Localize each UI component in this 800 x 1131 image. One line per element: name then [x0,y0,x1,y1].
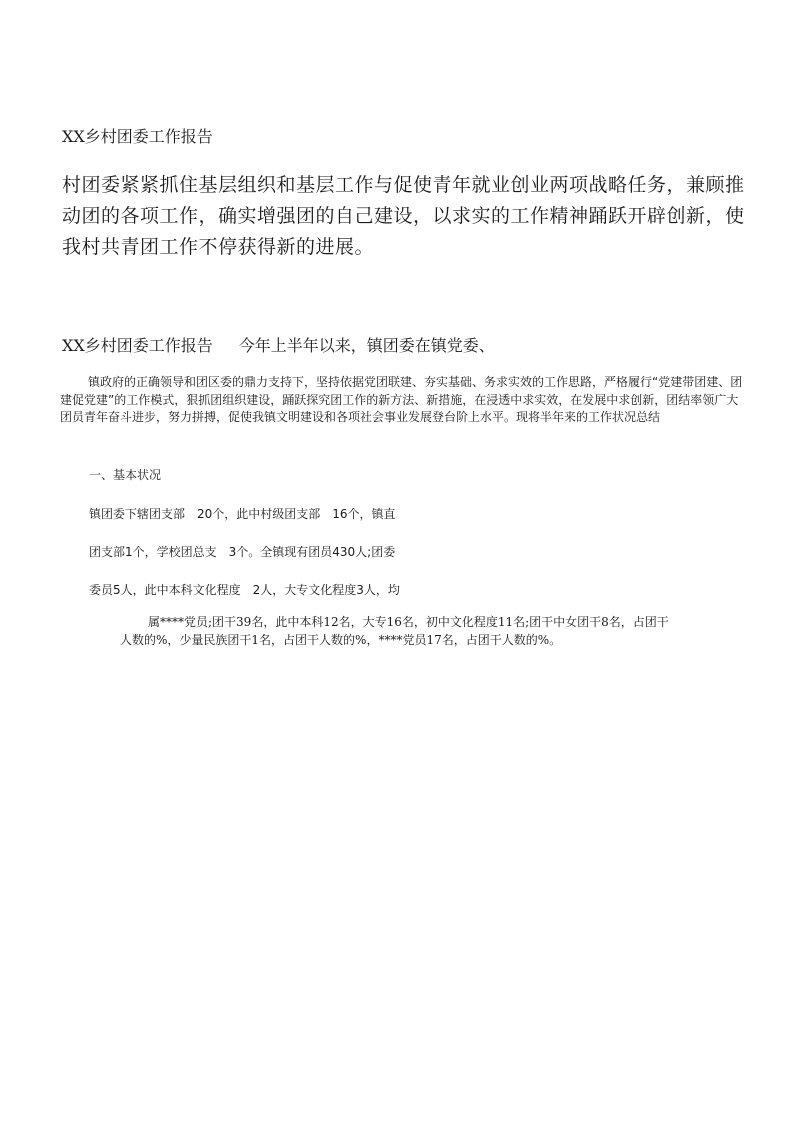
report-title: XX乡村团委工作报告 [62,127,213,146]
intro-paragraph: 村团委紧紧抓住基层组织和基层工作与促使青年就业创业两项战略任务，兼顾推动团的各项工作，确实增强团的自己建设，以求实的工作精神踊跃开辟创新，使我村共青团工作不停获得新的进展。 [62,174,745,258]
opening-paragraph: 镇政府的正确领导和团区委的鼎力支持下，坚持依据党团联建、夯实基础、务求实效的工作思路，严格履行“党建带团建、团建促党建”的工作模式，狠抓团组织建设，踊跃探究团工作的新方法、新措施，在浸透中求实效，在发展中求创新，团结率领广大团员青年奋斗进步，努力拼搏，促使我镇文明建设和各项社会事业发展登台阶上水平。现将半年来的工作状况总结 [60,375,743,424]
report-title-repeat: XX乡村团委工作报告 [62,336,213,355]
report-title-line [62,333,495,356]
cadre-statistics-paragraph: 属****党员;团干39名，此中本科12名，大专16名，初中文化程度11名;团干中女团干8名，占团干人数的%，少量民族团干1名，占团干人数的%，****党员17名，占团干人数的%。 [120,615,669,647]
section-heading-basic-status: 一、基本状况 [89,468,162,482]
stat-line-committee: 委员5人，此中本科文化程度 2人，大专文化程度3人，均 [89,583,400,597]
stat-line-members: 团支部1个，学校团总支 3个。全镇现有团员430人;团委 [89,545,396,559]
stat-line-branches: 镇团委下辖团支部 20个，此中村级团支部 16个，镇直 [89,507,396,521]
report-opening-text: 今年上半年以来，镇团委在镇党委、 [238,336,495,355]
